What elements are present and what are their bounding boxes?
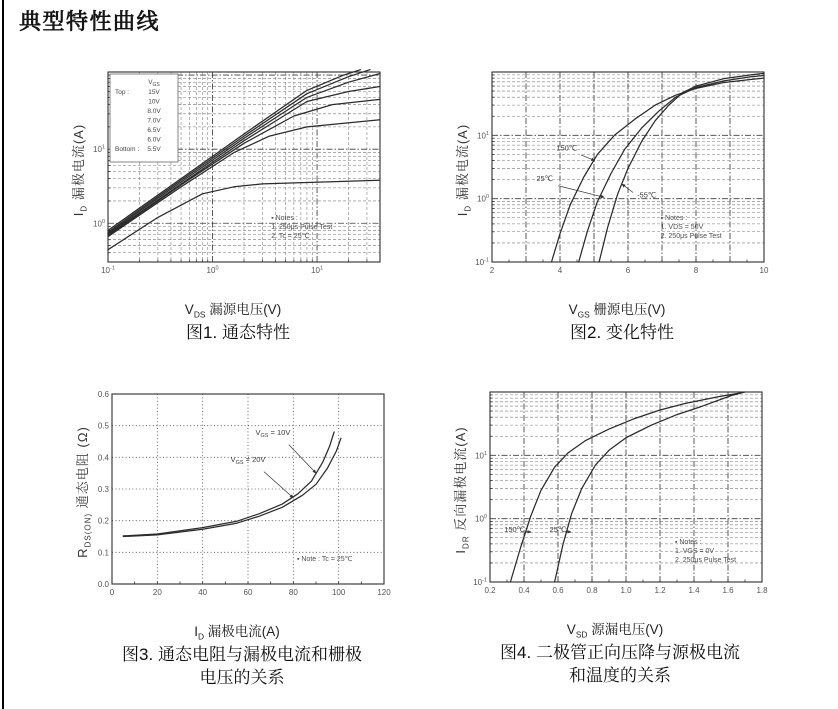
page-title: 典型特性曲线 bbox=[19, 9, 161, 34]
x-tick-label: 0.2 bbox=[484, 586, 496, 595]
curve-label-arrow bbox=[558, 186, 604, 198]
chart-note: 1. VGS = 0V bbox=[674, 548, 715, 555]
curve-label-arrow bbox=[622, 184, 633, 192]
figure-3-x-axis-label: $I_D$ 漏极电流(A) bbox=[194, 624, 280, 642]
page-left-border bbox=[2, 0, 4, 709]
x-tick-label: 0.4 bbox=[518, 586, 530, 595]
figure-1-chart bbox=[78, 64, 388, 286]
legend-item: 5.5V bbox=[147, 146, 161, 153]
figure-2-caption: 图2. 变化特性 bbox=[570, 323, 674, 342]
figure-4-y-axis-label: $I_{DR}$ 反向漏极电流(A) bbox=[453, 426, 471, 554]
x-tick-label: 4 bbox=[557, 266, 563, 275]
curve-label: 25℃ bbox=[549, 524, 567, 534]
y-tick-label: 0.3 bbox=[97, 485, 109, 494]
y-tick-label: 0.0 bbox=[97, 580, 109, 589]
chart-note: 2. 250μs Pulse Test bbox=[660, 233, 722, 241]
figure-3-y-axis-label: $R_{DS(ON)}$ 通态电阻 (Ω) bbox=[75, 426, 93, 558]
x-tick-label: 1.0 bbox=[620, 586, 632, 595]
legend-header: $V_{GS}$ bbox=[148, 79, 160, 88]
curve-label-arrow bbox=[289, 445, 316, 474]
x-tick-label: 10 bbox=[759, 266, 769, 275]
y-tick-label: $10^0$ bbox=[475, 514, 487, 524]
y-tick-label: $10^0$ bbox=[477, 194, 489, 204]
curve-label: $V_{GS} = 20V$ bbox=[230, 455, 266, 467]
y-tick-label: 0.4 bbox=[97, 453, 109, 463]
legend-item: 6.0V bbox=[147, 136, 161, 144]
curve-label-arrow bbox=[581, 155, 595, 161]
y-tick-label: $10^{-1}$ bbox=[473, 577, 487, 587]
legend-item: 10V bbox=[148, 98, 160, 106]
y-tick-label: 0.2 bbox=[97, 516, 109, 526]
figure-2-chart bbox=[462, 64, 772, 286]
legend-item: 8.0V bbox=[147, 108, 161, 115]
legend-top-label: Top : bbox=[115, 89, 130, 96]
x-tick-label: 120 bbox=[377, 588, 391, 597]
x-tick-label: $10^{-1}$ bbox=[101, 265, 115, 275]
x-tick-label: $10^1$ bbox=[311, 265, 324, 275]
chart-note: ▪ Notes : bbox=[674, 539, 702, 546]
y-tick-label: 0.5 bbox=[97, 421, 109, 431]
x-tick-label: 6 bbox=[625, 266, 631, 275]
y-tick-label: $10^1$ bbox=[93, 144, 105, 155]
legend-item: 6.5V bbox=[147, 127, 161, 134]
figure-4 bbox=[438, 384, 802, 706]
chart-note: 1. VDS = 50V bbox=[660, 224, 704, 232]
x-tick-label: 1.6 bbox=[722, 586, 734, 595]
x-tick-label: 8 bbox=[693, 266, 699, 275]
curve-label-arrow bbox=[264, 472, 293, 498]
y-tick-label: 0.6 bbox=[97, 390, 109, 399]
figure-1-y-axis-label: $I_D$ 漏极电流(A) bbox=[71, 123, 89, 217]
y-tick-label: $10^1$ bbox=[475, 450, 487, 461]
figure-2-y-axis-label: $I_D$ 漏极电流(A) bbox=[455, 123, 473, 217]
curve-label: $V_{GS} = 10V$ bbox=[255, 428, 291, 440]
figure-1 bbox=[56, 64, 420, 364]
y-tick-label: $10^0$ bbox=[93, 218, 105, 229]
chart-note: ▪ Note : Tc = 25℃ bbox=[296, 556, 353, 564]
figure-3 bbox=[60, 386, 424, 708]
x-tick-label: $10^0$ bbox=[206, 265, 219, 275]
curve-label: 150℃ bbox=[556, 143, 578, 153]
figure-4-caption: 图4. 二极管正向压降与源极电流 和温度的关系 bbox=[500, 643, 740, 685]
legend-bottom-label: Bottom : bbox=[115, 146, 140, 153]
chart-note: ▪ Notes : bbox=[660, 215, 688, 223]
chart-note: 2. Tc = 25℃ bbox=[271, 233, 310, 241]
chart-note: 2. 250μs Pulse Test bbox=[674, 557, 737, 564]
curve bbox=[555, 392, 745, 582]
figure-1-caption: 图1. 通态特性 bbox=[186, 323, 290, 342]
curve-label: 25℃ bbox=[536, 174, 554, 184]
x-tick-label: 60 bbox=[243, 588, 253, 597]
figure-2-x-axis-label: $V_{GS}$ 栅源电压(V) bbox=[568, 302, 666, 320]
chart-note: ▪ Notes : bbox=[271, 215, 298, 223]
y-tick-label: $10^1$ bbox=[477, 130, 489, 141]
x-tick-label: 2 bbox=[489, 266, 495, 275]
figure-3-chart bbox=[82, 386, 392, 608]
y-tick-label: 0.1 bbox=[97, 548, 109, 558]
figure-4-chart bbox=[460, 384, 770, 606]
x-tick-label: 0.8 bbox=[586, 586, 598, 595]
figure-1-x-axis-label: $V_{DS}$ 漏源电压(V) bbox=[184, 302, 282, 320]
figure-2 bbox=[440, 64, 804, 364]
curve bbox=[552, 78, 765, 262]
legend-item: 7.0V bbox=[147, 117, 161, 125]
x-tick-label: 0.6 bbox=[552, 586, 564, 595]
legend-item: 15V bbox=[148, 89, 160, 96]
x-tick-label: 1.4 bbox=[688, 586, 700, 595]
curve-label: 150℃ bbox=[504, 524, 526, 534]
x-tick-label: 1.8 bbox=[756, 586, 768, 595]
figure-4-x-axis-label: $V_{SD}$ 源漏电压(V) bbox=[566, 622, 664, 640]
x-tick-label: 20 bbox=[152, 588, 162, 597]
y-tick-label: $10^{-1}$ bbox=[475, 257, 489, 267]
x-tick-label: 1.2 bbox=[654, 586, 666, 595]
curve-label: -55℃ bbox=[637, 190, 657, 200]
x-tick-label: 0 bbox=[109, 588, 115, 597]
chart-note: 1. 250μs Pulse Test bbox=[271, 224, 333, 232]
x-tick-label: 100 bbox=[331, 588, 346, 597]
x-tick-label: 80 bbox=[288, 588, 298, 597]
figure-3-caption: 图3. 通态电阻与漏极电流和栅极 电压的关系 bbox=[122, 645, 362, 687]
x-tick-label: 40 bbox=[198, 588, 208, 597]
